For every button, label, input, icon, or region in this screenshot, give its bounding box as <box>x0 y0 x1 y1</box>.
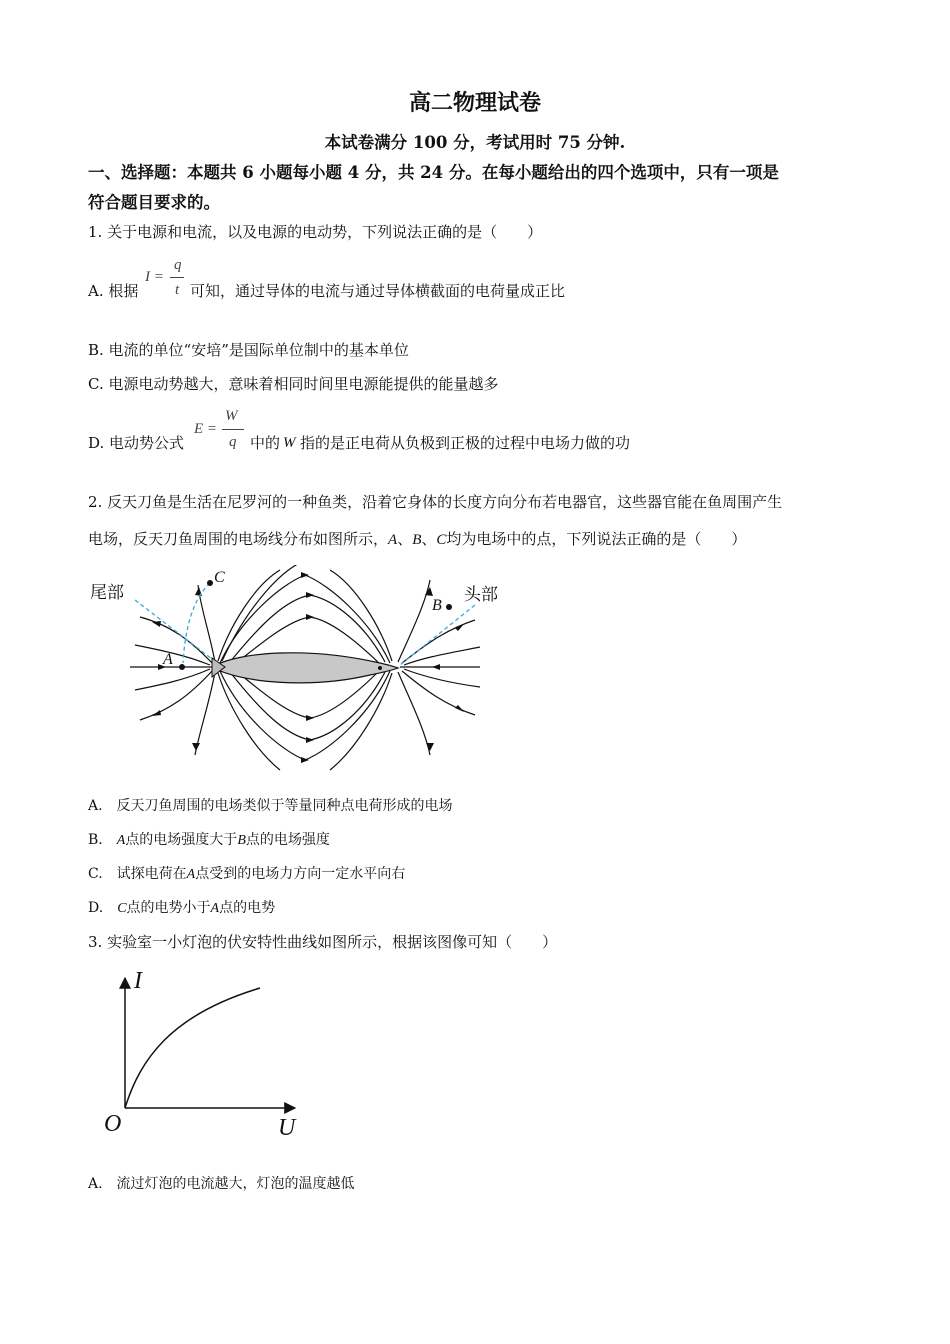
q3-option-a: A. 流过灯泡的电流越大，灯泡的温度越低 <box>88 1176 355 1192</box>
head-label: 头部 <box>464 585 498 605</box>
q1d-formula-num: W <box>225 408 238 424</box>
tail-label: 尾部 <box>90 583 124 603</box>
section-heading-line1: 一、选择题：本题共 6 小题每小题 4 分，共 24 分。在每小题给出的四个选项中，只有一项是 <box>88 163 779 182</box>
q1-option-c: C. 电源电动势越大，意味着相同时间里电源能提供的能量越多 <box>88 375 499 393</box>
q2-option-d: D. C点的电势小于A点的电势 <box>88 900 276 916</box>
iv-curve-graph <box>100 970 300 1135</box>
q1-option-d-prefix: D. 电动势公式 <box>88 434 185 452</box>
section-heading-line2: 符合题目要求的。 <box>88 193 220 212</box>
q1-stem: 1. 关于电源和电流，以及电源的电动势，下列说法正确的是（ ） <box>88 223 543 241</box>
q1-option-d-var: W <box>283 435 296 451</box>
q2-stem-line2: 电场，反天刀鱼周围的电场线分布如图所示，A、B、C均为电场中的点，下列说法正确的是（ ） <box>88 530 747 548</box>
q3-stem: 3. 实验室一小灯泡的伏安特性曲线如图所示，根据该图像可知（ ） <box>88 933 558 951</box>
q1-option-b: B. 电流的单位“安培”是国际单位制中的基本单位 <box>88 341 409 359</box>
q1d-formula-den: q <box>229 434 237 450</box>
q2-option-a: A. 反天刀鱼周围的电场类似于等量同种点电荷形成的电场 <box>88 798 453 814</box>
q2-stem-line1: 2. 反天刀鱼是生活在尼罗河的一种鱼类，沿着它身体的长度方向分布若电器官，这些器官能在鱼周围产生 <box>88 493 783 511</box>
field-lines-figure <box>80 565 510 775</box>
q1-formula-lhs: I = <box>145 269 164 285</box>
q2-option-b: B. A点的电场强度大于B点的电场强度 <box>88 832 330 848</box>
exam-info: 本试卷满分 100 分，考试用时 75 分钟. <box>324 133 626 152</box>
q1d-formula-lhs: E = <box>194 421 218 437</box>
q1-option-d-mid: 中的 <box>250 434 281 452</box>
graph-y-label: I <box>134 968 142 994</box>
q1-option-a-prefix: A. 根据 <box>88 282 139 300</box>
q1-formula-bar <box>170 277 184 278</box>
point-c-label: C <box>214 569 225 586</box>
q1-formula-den: t <box>175 282 180 298</box>
q1-formula-num: q <box>174 257 182 273</box>
q1d-formula-bar <box>222 429 244 430</box>
page-title: 高二物理试卷 <box>408 90 541 116</box>
q1-option-a-text: 可知，通过导体的电流与通过导体横截面的电荷量成正比 <box>190 282 566 300</box>
q1-option-d-text: 指的是正电荷从负极到正极的过程中电场力做的功 <box>300 434 631 452</box>
graph-origin-label: O <box>104 1111 122 1137</box>
graph-x-label: U <box>278 1115 296 1141</box>
point-b-label: B <box>432 597 442 614</box>
point-a-label: A <box>163 651 173 668</box>
q2-option-c: C. 试探电荷在A点受到的电场力方向一定水平向右 <box>88 866 406 882</box>
